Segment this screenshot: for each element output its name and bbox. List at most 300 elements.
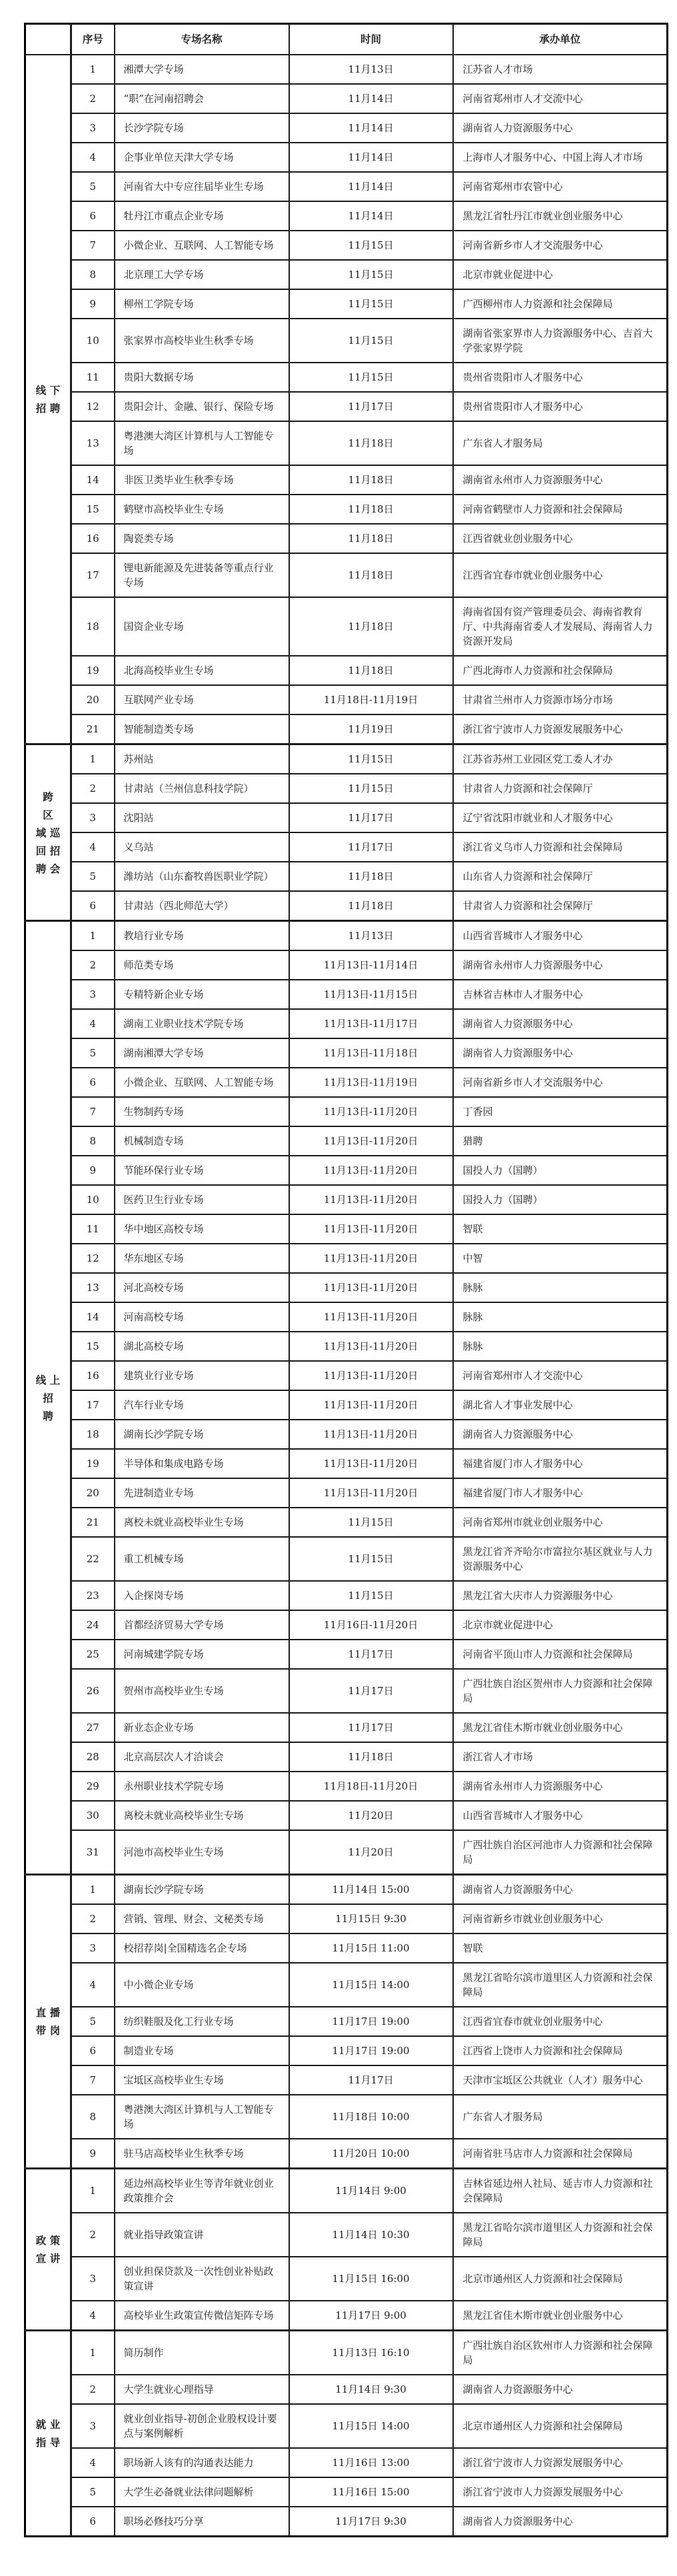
index-cell: 6	[71, 201, 115, 231]
index-cell: 27	[71, 1713, 115, 1742]
event-name-cell: 河南省大中专应往届毕业生专场	[115, 172, 289, 201]
time-cell: 11月13日-11月20日	[289, 1126, 453, 1156]
table-row	[25, 2139, 668, 2169]
organizer-cell: 脉脉	[453, 1302, 668, 1332]
table-row	[25, 553, 668, 597]
time-cell: 11月14日 9:00	[289, 2169, 453, 2213]
organizer-cell: 吉林省吉林市人才服务中心	[453, 980, 668, 1009]
organizer-cell: 山东省人力资源和社会保障厅	[453, 862, 668, 891]
time-cell: 11月13日-11月20日	[289, 1449, 453, 1478]
index-cell: 8	[71, 260, 115, 289]
table-row	[25, 2507, 668, 2537]
organizer-cell: 湖南省人力资源服务中心	[453, 1420, 668, 1449]
time-cell: 11月17日 9:30	[289, 2507, 453, 2537]
organizer-cell: 河南省新乡市人才交流服务中心	[453, 231, 668, 260]
table-row	[25, 363, 668, 392]
index-cell: 2	[71, 2213, 115, 2257]
index-cell: 10	[71, 319, 115, 363]
organizer-cell: 河南省鹤壁市人力资源和社会保障局	[453, 495, 668, 524]
table-row	[25, 113, 668, 143]
group-label-line: 直 播	[35, 2006, 61, 2019]
event-name-cell: 华中地区高校专场	[115, 1214, 289, 1244]
index-cell: 29	[71, 1772, 115, 1801]
table-row	[25, 1302, 668, 1332]
organizer-cell: 辽宁省沈阳市就业和人才服务中心	[453, 803, 668, 832]
table-row	[25, 2065, 668, 2095]
organizer-cell: 湖南省人力资源服务中心	[453, 2507, 668, 2537]
index-cell: 5	[71, 862, 115, 891]
organizer-cell: 湖南省人力资源服务中心	[453, 2375, 668, 2404]
index-cell: 4	[71, 2448, 115, 2477]
header-row	[25, 24, 668, 55]
time-cell: 11月13日-11月20日	[289, 1214, 453, 1244]
table-row	[25, 1610, 668, 1640]
table-row	[25, 1009, 668, 1038]
index-cell: 2	[71, 774, 115, 803]
table-row	[25, 2448, 668, 2477]
table-row	[25, 1713, 668, 1742]
table-row	[25, 55, 668, 84]
organizer-cell: 江西省上饶市人力资源和社会保障局	[453, 2036, 668, 2065]
event-name-cell: 入企探岗专场	[115, 1581, 289, 1610]
index-cell: 1	[71, 1875, 115, 1905]
index-cell: 7	[71, 1097, 115, 1126]
index-cell: 10	[71, 1185, 115, 1214]
time-cell: 11月13日	[289, 921, 453, 951]
group-label-line: 宣 讲	[35, 2252, 61, 2265]
time-cell: 11月15日	[289, 774, 453, 803]
time-cell: 11月15日	[289, 1508, 453, 1537]
event-name-cell: 潍坊站（山东畜牧兽医职业学院）	[115, 862, 289, 891]
index-cell: 6	[71, 891, 115, 921]
event-name-cell: 湖南长沙学院专场	[115, 1420, 289, 1449]
time-cell: 11月13日-11月20日	[289, 1361, 453, 1390]
event-name-cell: 河北高校专场	[115, 1273, 289, 1302]
time-cell: 11月20日	[289, 1801, 453, 1830]
event-name-cell: 简历制作	[115, 2331, 289, 2375]
organizer-cell: 江苏省人才市场	[453, 55, 668, 84]
index-cell: 8	[71, 2095, 115, 2139]
time-cell: 11月18日	[289, 891, 453, 921]
table-row	[25, 685, 668, 714]
event-name-cell: 延边州高校毕业生等青年就业创业政策推介会	[115, 2169, 289, 2213]
index-cell: 4	[71, 1963, 115, 2007]
event-name-cell: 湖南工业职业技术学院专场	[115, 1009, 289, 1038]
table-row	[25, 2477, 668, 2507]
table-row	[25, 1772, 668, 1801]
table-row	[25, 1537, 668, 1581]
table-row	[25, 1038, 668, 1068]
time-cell: 11月18日	[289, 862, 453, 891]
table-row	[25, 172, 668, 201]
event-name-cell: 职场必修技巧分享	[115, 2507, 289, 2537]
group-label-line: 招	[43, 1391, 53, 1404]
group-column-header	[25, 24, 71, 55]
organizer-cell: 湖南省永州市人力资源服务中心	[453, 465, 668, 495]
index-cell: 11	[71, 1214, 115, 1244]
time-cell: 11月13日-11月20日	[289, 1332, 453, 1361]
table-row	[25, 1156, 668, 1185]
table-row	[25, 980, 668, 1009]
time-cell: 11月15日	[289, 260, 453, 289]
index-cell: 6	[71, 1068, 115, 1097]
organizer-cell: 河南省平顶山市人力资源和社会保障局	[453, 1640, 668, 1669]
event-name-cell: 华东地区专场	[115, 1244, 289, 1273]
table-row	[25, 2404, 668, 2448]
index-cell: 1	[71, 55, 115, 84]
event-name-cell: 国资企业专场	[115, 597, 289, 656]
time-cell: 11月17日	[289, 1640, 453, 1669]
organizer-cell: 脉脉	[453, 1273, 668, 1302]
organizer-cell: 浙江省人才市场	[453, 1742, 668, 1772]
time-cell: 11月15日	[289, 1581, 453, 1610]
table-row	[25, 1273, 668, 1302]
table-row	[25, 921, 668, 951]
time-cell: 11月15日	[289, 231, 453, 260]
organizer-cell: 广西柳州市人力资源和社会保障局	[453, 289, 668, 319]
time-cell: 11月15日	[289, 1537, 453, 1581]
organizer-cell: 北京市就业促进中心	[453, 260, 668, 289]
table-row	[25, 1742, 668, 1772]
organizer-cell: 浙江省义乌市人力资源和社会保障局	[453, 832, 668, 862]
event-name-cell: 湘潭大学专场	[115, 55, 289, 84]
organizer-cell: 湖南省人力资源服务中心	[453, 1038, 668, 1068]
organizer-cell: 贵州省贵阳市人才服务中心	[453, 392, 668, 421]
time-cell: 11月14日	[289, 201, 453, 231]
table-row	[25, 714, 668, 744]
time-cell: 11月18日 10:00	[289, 2095, 453, 2139]
index-cell: 17	[71, 1390, 115, 1420]
organizer-cell: 智联	[453, 1214, 668, 1244]
table-row	[25, 1478, 668, 1508]
header-time: 时间	[289, 24, 453, 55]
organizer-cell: 智联	[453, 1933, 668, 1963]
organizer-cell: 吉林省延边州人社局、延吉市人力资源和社会保障局	[453, 2169, 668, 2213]
time-cell: 11月15日	[289, 744, 453, 774]
group-label-line: 聘 会	[35, 862, 61, 875]
index-cell: 30	[71, 1801, 115, 1830]
event-name-cell: 小微企业、互联网、人工智能专场	[115, 1068, 289, 1097]
table-row	[25, 2331, 668, 2375]
group-label-line: 回 招	[35, 844, 61, 857]
group-label-line: 政 策	[35, 2234, 61, 2247]
table-row	[25, 201, 668, 231]
event-name-cell: 贵阳会计、金融、银行、保险专场	[115, 392, 289, 421]
time-cell: 11月18日	[289, 421, 453, 465]
organizer-cell: 脉脉	[453, 1332, 668, 1361]
organizer-cell: 浙江省宁波市人力资源发展服务中心	[453, 714, 668, 744]
group-label-cell	[25, 1875, 71, 2169]
group-label-line: 带 岗	[35, 2024, 61, 2037]
table-row	[25, 891, 668, 921]
index-cell: 5	[71, 2477, 115, 2507]
index-cell: 14	[71, 1302, 115, 1332]
time-cell: 11月18日	[289, 495, 453, 524]
table-row	[25, 2213, 668, 2257]
organizer-cell: 广西北海市人力资源和社会保障局	[453, 656, 668, 685]
table-row	[25, 1963, 668, 2007]
time-cell: 11月13日-11月20日	[289, 1478, 453, 1508]
time-cell: 11月20日	[289, 1830, 453, 1875]
index-cell: 13	[71, 421, 115, 465]
event-name-cell: 柳州工学院专场	[115, 289, 289, 319]
event-name-cell: 长沙学院专场	[115, 113, 289, 143]
group-label-cell	[25, 55, 71, 744]
organizer-cell: 广东省人才服务局	[453, 2095, 668, 2139]
event-name-cell: 师范类专场	[115, 950, 289, 980]
event-name-cell: 新业态企业专场	[115, 1713, 289, 1742]
organizer-cell: 河南省驻马店市人力资源和社会保障局	[453, 2139, 668, 2169]
time-cell: 11月13日-11月17日	[289, 1009, 453, 1038]
index-cell: 2	[71, 1904, 115, 1933]
table-row	[25, 1904, 668, 1933]
table-row	[25, 2007, 668, 2036]
group-label-cell	[25, 2169, 71, 2331]
organizer-cell: 广西壮族自治区河池市人力资源和社会保障局	[453, 1830, 668, 1875]
index-cell: 15	[71, 495, 115, 524]
table-row	[25, 1449, 668, 1478]
organizer-cell: 甘肃省人力资源和社会保障厅	[453, 774, 668, 803]
time-cell: 11月15日 11:00	[289, 1933, 453, 1963]
index-cell: 11	[71, 363, 115, 392]
table-row	[25, 1214, 668, 1244]
index-cell: 8	[71, 1126, 115, 1156]
index-cell: 14	[71, 465, 115, 495]
table-row	[25, 597, 668, 656]
time-cell: 11月13日-11月20日	[289, 1097, 453, 1126]
organizer-cell: 广东省人才服务局	[453, 421, 668, 465]
organizer-cell: 国投人力（国聘）	[453, 1156, 668, 1185]
time-cell: 11月13日-11月18日	[289, 1038, 453, 1068]
group-label-line: 就 业	[35, 2418, 61, 2431]
time-cell: 11月18日	[289, 465, 453, 495]
time-cell: 11月18日	[289, 524, 453, 553]
time-cell: 11月13日-11月20日	[289, 1420, 453, 1449]
organizer-cell: 北京市通州区人力资源和社会保障局	[453, 2257, 668, 2301]
time-cell: 11月15日 14:00	[289, 2404, 453, 2448]
organizer-cell: 贵州省贵阳市人才服务中心	[453, 363, 668, 392]
index-cell: 7	[71, 231, 115, 260]
index-cell: 7	[71, 2065, 115, 2095]
table-row	[25, 1640, 668, 1669]
organizer-cell: 江西省就业创业服务中心	[453, 524, 668, 553]
organizer-cell: 丁香园	[453, 1097, 668, 1126]
event-name-cell: 宝坻区高校毕业生专场	[115, 2065, 289, 2095]
organizer-cell: 福建省厦门市人才服务中心	[453, 1478, 668, 1508]
table-row	[25, 774, 668, 803]
index-cell: 3	[71, 803, 115, 832]
index-cell: 25	[71, 1640, 115, 1669]
index-cell: 19	[71, 1449, 115, 1478]
event-name-cell: 创业担保贷款及一次性创业补贴政策宣讲	[115, 2257, 289, 2301]
organizer-cell: 河南省郑州市人才交流中心	[453, 1361, 668, 1390]
index-cell: 22	[71, 1537, 115, 1581]
time-cell: 11月17日 19:00	[289, 2007, 453, 2036]
organizer-cell: 天津市宝坻区公共就业（人才）服务中心	[453, 2065, 668, 2095]
organizer-cell: 黑龙江省牡丹江市就业创业服务中心	[453, 201, 668, 231]
time-cell: 11月17日	[289, 1669, 453, 1713]
table-row	[25, 1420, 668, 1449]
index-cell: 2	[71, 84, 115, 113]
index-cell: 1	[71, 2169, 115, 2213]
event-name-cell: 陶瓷类专场	[115, 524, 289, 553]
group-label-cell	[25, 921, 71, 1875]
index-cell: 5	[71, 1038, 115, 1068]
time-cell: 11月17日	[289, 832, 453, 862]
event-name-cell: 贵阳大数据专场	[115, 363, 289, 392]
event-name-cell: 粤港澳大湾区计算机与人工智能专场	[115, 2095, 289, 2139]
organizer-cell: 湖南省永州市人力资源服务中心	[453, 950, 668, 980]
event-name-cell: 义乌站	[115, 832, 289, 862]
index-cell: 3	[71, 2257, 115, 2301]
index-cell: 18	[71, 597, 115, 656]
table-row	[25, 319, 668, 363]
recruitment-schedule-table	[24, 23, 668, 2537]
organizer-cell: 河南省郑州市就业创业服务中心	[453, 1508, 668, 1537]
time-cell: 11月14日	[289, 84, 453, 113]
group-label-line: 指 导	[35, 2436, 61, 2449]
time-cell: 11月15日	[289, 319, 453, 363]
event-name-cell: 锂电新能源及先进装备等重点行业专场	[115, 553, 289, 597]
organizer-cell: 广西壮族自治区贺州市人力资源和社会保障局	[453, 1669, 668, 1713]
table-row	[25, 1801, 668, 1830]
group-label-cell	[25, 744, 71, 921]
event-name-cell: 中小微企业专场	[115, 1963, 289, 2007]
event-name-cell: 大学生必备就业法律问题解析	[115, 2477, 289, 2507]
index-cell: 19	[71, 656, 115, 685]
time-cell: 11月16日 13:00	[289, 2448, 453, 2477]
event-name-cell: 就业指导政策宣讲	[115, 2213, 289, 2257]
index-cell: 3	[71, 2404, 115, 2448]
event-name-cell: 苏州站	[115, 744, 289, 774]
index-cell: 9	[71, 289, 115, 319]
table-row	[25, 231, 668, 260]
event-name-cell: 节能环保行业专场	[115, 1156, 289, 1185]
event-name-cell: 高校毕业生政策宣传微信矩阵专场	[115, 2301, 289, 2331]
group-label-line: 域 巡	[35, 826, 61, 839]
event-name-cell: 重工机械专场	[115, 1537, 289, 1581]
event-name-cell: 沈阳站	[115, 803, 289, 832]
organizer-cell: 黑龙江省齐齐哈尔市富拉尔基区就业与人力资源服务中心	[453, 1537, 668, 1581]
table-row	[25, 1875, 668, 1905]
index-cell: 24	[71, 1610, 115, 1640]
organizer-cell: 猎聘	[453, 1126, 668, 1156]
event-name-cell: 河池市高校毕业生专场	[115, 1830, 289, 1875]
organizer-cell: 湖北省人才事业发展中心	[453, 1390, 668, 1420]
event-name-cell: 职场新人该有的沟通表达能力	[115, 2448, 289, 2477]
index-cell: 1	[71, 2331, 115, 2375]
time-cell: 11月14日 9:30	[289, 2375, 453, 2404]
time-cell: 11月15日	[289, 289, 453, 319]
time-cell: 11月13日-11月20日	[289, 1244, 453, 1273]
header-index: 序号	[71, 24, 115, 55]
organizer-cell: 中智	[453, 1244, 668, 1273]
index-cell: 12	[71, 1244, 115, 1273]
event-name-cell: 建筑业行业专场	[115, 1361, 289, 1390]
time-cell: 11月16日 15:00	[289, 2477, 453, 2507]
event-name-cell: 专精特新企业专场	[115, 980, 289, 1009]
table-row	[25, 421, 668, 465]
organizer-cell: 浙江省宁波市人力资源发展服务中心	[453, 2448, 668, 2477]
time-cell: 11月18日	[289, 597, 453, 656]
header-event-name: 专场名称	[115, 24, 289, 55]
index-cell: 12	[71, 392, 115, 421]
time-cell: 11月13日-11月20日	[289, 1302, 453, 1332]
table-row	[25, 1669, 668, 1713]
table-row	[25, 2375, 668, 2404]
table-row	[25, 465, 668, 495]
index-cell: 13	[71, 1273, 115, 1302]
index-cell: 17	[71, 553, 115, 597]
index-cell: 6	[71, 2036, 115, 2065]
table-row	[25, 1830, 668, 1875]
organizer-cell: 湖南省永州市人力资源服务中心	[453, 1772, 668, 1801]
group-label-line: 聘	[43, 1409, 53, 1422]
organizer-cell: 湖南省人力资源服务中心	[453, 1009, 668, 1038]
event-name-cell: 半导体和集成电路专场	[115, 1449, 289, 1478]
table-row	[25, 143, 668, 172]
organizer-cell: 黑龙江省佳木斯市就业创业服务中心	[453, 2301, 668, 2331]
index-cell: 3	[71, 113, 115, 143]
organizer-cell: 国投人力（国聘）	[453, 1185, 668, 1214]
event-name-cell: 机械制造专场	[115, 1126, 289, 1156]
table-row	[25, 656, 668, 685]
organizer-cell: 河南省郑州市人才交流中心	[453, 84, 668, 113]
event-name-cell: 纺织鞋服及化工行业专场	[115, 2007, 289, 2036]
time-cell: 11月17日	[289, 803, 453, 832]
index-cell: 1	[71, 744, 115, 774]
event-name-cell: 大学生就业心理指导	[115, 2375, 289, 2404]
organizer-cell: 河南省新乡市就业创业服务中心	[453, 1904, 668, 1933]
event-name-cell: 医药卫生行业专场	[115, 1185, 289, 1214]
organizer-cell: 黑龙江省佳木斯市就业创业服务中心	[453, 1713, 668, 1742]
time-cell: 11月15日 16:00	[289, 2257, 453, 2301]
table-row	[25, 495, 668, 524]
event-name-cell: 贺州市高校毕业生专场	[115, 1669, 289, 1713]
index-cell: 2	[71, 2375, 115, 2404]
time-cell: 11月17日 9:00	[289, 2301, 453, 2331]
organizer-cell: 湖南省人力资源服务中心	[453, 113, 668, 143]
group-label-line: 线 下	[35, 384, 61, 397]
table-row	[25, 1244, 668, 1273]
event-name-cell: 小微企业、互联网、人工智能专场	[115, 231, 289, 260]
table-body	[25, 55, 668, 2537]
table-row	[25, 392, 668, 421]
index-cell: 28	[71, 1742, 115, 1772]
table-row	[25, 524, 668, 553]
time-cell: 11月13日-11月14日	[289, 950, 453, 980]
table-row	[25, 1185, 668, 1214]
table-row	[25, 1332, 668, 1361]
event-name-cell: “职”在河南招聘会	[115, 84, 289, 113]
event-name-cell: 教培行业专场	[115, 921, 289, 951]
organizer-cell: 浙江省宁波市人力资源发展服务中心	[453, 2477, 668, 2507]
event-name-cell: 就业创业指导-初创企业股权设计要点与案例解析	[115, 2404, 289, 2448]
index-cell: 26	[71, 1669, 115, 1713]
time-cell: 11月14日	[289, 143, 453, 172]
table-row	[25, 2169, 668, 2213]
organizer-cell: 山西省晋城市人才服务中心	[453, 921, 668, 951]
event-name-cell: 先进制造业专场	[115, 1478, 289, 1508]
organizer-cell: 黑龙江省哈尔滨市道里区人力资源和社会保障局	[453, 1963, 668, 2007]
event-name-cell: 非医卫类毕业生秋季专场	[115, 465, 289, 495]
table-row	[25, 1361, 668, 1390]
organizer-cell: 黑龙江省大庆市人力资源服务中心	[453, 1581, 668, 1610]
index-cell: 4	[71, 2301, 115, 2331]
organizer-cell: 江苏省苏州工业园区党工委人才办	[453, 744, 668, 774]
index-cell: 31	[71, 1830, 115, 1875]
index-cell: 16	[71, 1361, 115, 1390]
